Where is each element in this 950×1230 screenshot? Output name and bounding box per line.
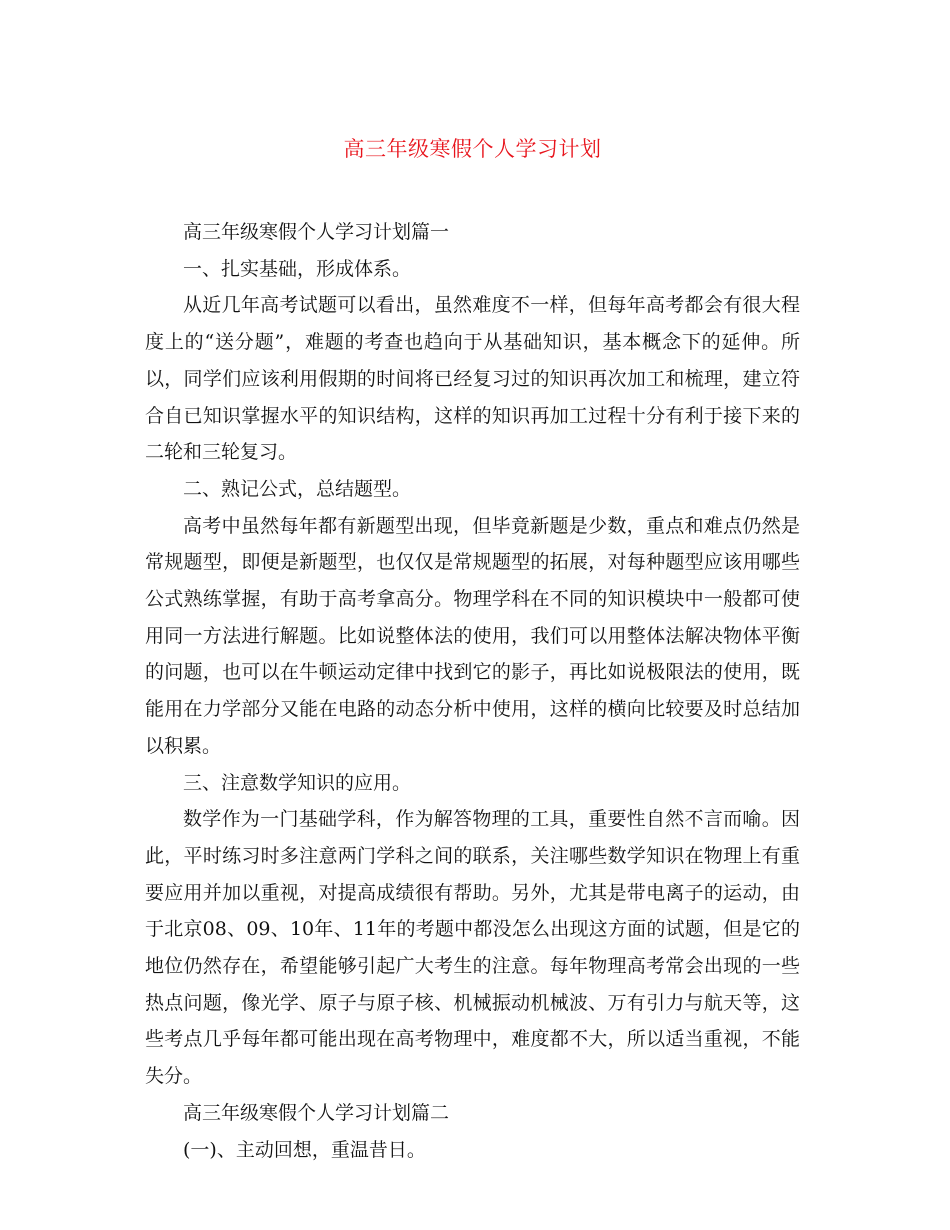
paragraph-math: 数学作为一门基础学科，作为解答物理的工具，重要性自然不言而喻。因此，平时练习时多注意两门学科之间的联系，关注哪些数学知识在物理上有重要应用并加以重视，对提高成绩很有帮助。另外，尤其是带电离子的运动，由于北京08、09、10年、11年的考题中都没怎么出现这方面的试题，但是它的地位仍然存在，希望能够引起广大考生的注意。每年物理高考常会出现的一些热点问题，像光学、原子与原子核、机械振动机械波、万有引力与航天等，这些考点几乎每年都可能出现在高考物理中，难度都不大，所以适当重视，不能失分。 <box>145 808 800 1088</box>
paragraph-formulas: 高考中虽然每年都有新题型出现，但毕竟新题是少数，重点和难点仍然是常规题型，即便是新题型，也仅仅是常规题型的拓展，对每种题型应该用哪些公式熟练掌握，有助于高考拿高分。物理学科在不同的知识模块中一般都可使用同一方法进行解题。比如说整体法的使用，我们可以用整体法解决物体平衡的问题，也可以在牛顿运动定律中找到它的影子，再比如说极限法的使用，既能用在力学部分又能在电路的动态分析中使用，这样的横向比较要及时总结加以积累。 <box>145 514 800 757</box>
subheading-math: 三、注意数学知识的应用。 <box>183 771 412 794</box>
subheading-formulas: 二、熟记公式，总结题型。 <box>183 477 412 500</box>
subheading-foundation: 一、扎实基础，形成体系。 <box>183 257 412 280</box>
document-title: 高三年级寒假个人学习计划 <box>343 137 602 161</box>
section-heading-part-one: 高三年级寒假个人学习计划篇一 <box>183 221 450 243</box>
paragraph-foundation: 从近几年高考试题可以看出，虽然难度不一样，但每年高考都会有很大程度上的“送分题”，难题的考查也趋向于从基础知识，基本概念下的延伸。所以，同学们应该利用假期的时间将已经复习过的知识再次加工和梳理，建立符合自已知识掌握水平的知识结构，这样的知识再加工过程十分有利于接下来的二轮和三轮复习。 <box>145 294 800 464</box>
subheading-recall: (一)、主动回想，重温昔日。 <box>183 1138 426 1161</box>
document-body <box>145 214 800 1168</box>
section-heading-part-two: 高三年级寒假个人学习计划篇二 <box>183 1101 450 1124</box>
